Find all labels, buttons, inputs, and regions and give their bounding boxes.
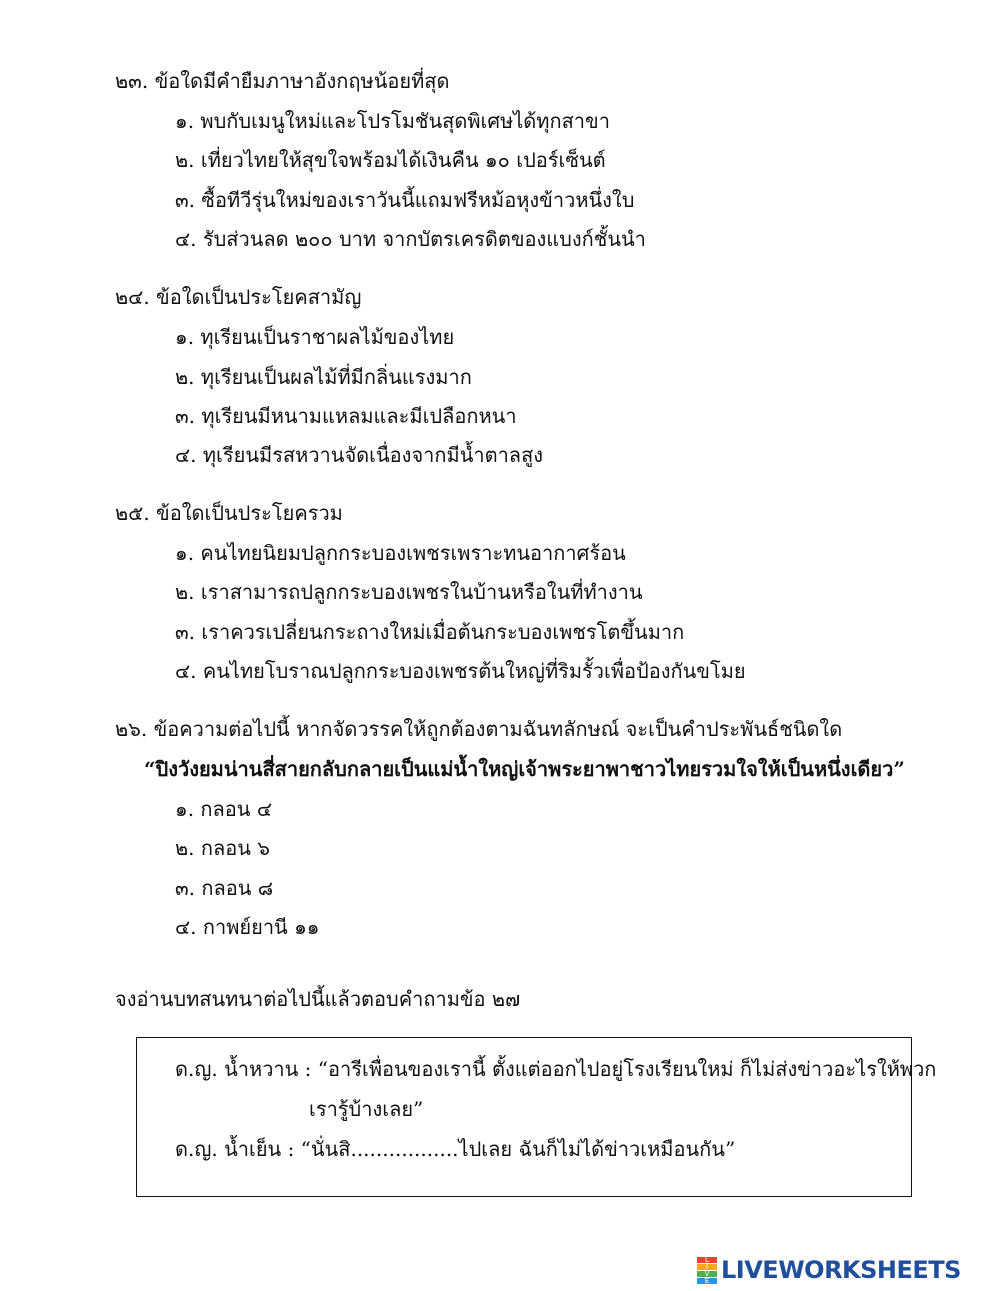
- dialog-box: [136, 1037, 937, 1197]
- q25-option-3: ๓. เราควรเปลี่ยนกระถางใหม่เมื่อต้นกระบองเพชรโตขึ้นมาก: [175, 620, 685, 644]
- q26-quote: “ปิงวังยมน่านสี่สายกลับกลายเป็นแม่น้ำใหญ่เจ้าพระยาพาชาวไทยรวมใจให้เป็นหนึ่งเดียว”: [144, 757, 905, 781]
- q26-option-3: ๓. กลอน ๘: [175, 876, 274, 900]
- liveworksheets-logo: [697, 1254, 961, 1286]
- q23-option-4: ๔. รับส่วนลด ๒๐๐ บาท จากบัตรเครดิตของแบงก์ชั้นนำ: [175, 227, 646, 251]
- q24-option-1: ๑. ทุเรียนเป็นราชาผลไม้ของไทย: [175, 325, 455, 349]
- q24-option-3: ๓. ทุเรียนมีหนามแหลมและมีเปลือกหนา: [175, 404, 517, 428]
- logo-text: LIVEWORKSHEETS: [721, 1256, 961, 1284]
- logo-cube-letter: E: [697, 1278, 717, 1284]
- question-24: ๒๔. ข้อใดเป็นประโยคสามัญ: [115, 285, 362, 309]
- dialog-line-1: ด.ญ. น้ำหวาน : “อารีเพื่อนของเรานี้ ตั้งแต่ออกไปอยู่โรงเรียนใหม่ ก็ไม่ส่งข่าวอะไรให้พวก: [175, 1057, 937, 1081]
- q23-option-2: ๒. เที่ยวไทยให้สุขใจพร้อมได้เงินคืน ๑๐ เปอร์เซ็นต์: [175, 148, 606, 172]
- dialog-line-2: ด.ญ. น้ำเย็น : “นั่นสิ.................ไปเลย ฉันก็ไม่ได้ข่าวเหมือนกัน”: [175, 1137, 736, 1161]
- logo-cube-letter: I: [697, 1264, 717, 1270]
- q25-option-2: ๒. เราสามารถปลูกกระบองเพชรในบ้านหรือในที่ทำงาน: [175, 580, 643, 604]
- q26-option-1: ๑. กลอน ๔: [175, 797, 272, 821]
- q26-option-2: ๒. กลอน ๖: [175, 836, 270, 860]
- dialog-line-1-cont: เรารู้บ้างเลย”: [309, 1097, 424, 1121]
- question-23: ๒๓. ข้อใดมีคำยืมภาษาอังกฤษน้อยที่สุด: [115, 69, 450, 93]
- question-26: ๒๖. ข้อความต่อไปนี้ หากจัดวรรคให้ถูกต้องตามฉันทลักษณ์ จะเป็นคำประพันธ์ชนิดใด: [115, 717, 843, 741]
- logo-cube-icon: [697, 1257, 717, 1283]
- q24-option-4: ๔. ทุเรียนมีรสหวานจัดเนื่องจากมีน้ำตาลสูง: [175, 443, 544, 467]
- q25-option-4: ๔. คนไทยโบราณปลูกกระบองเพชรต้นใหญ่ที่ริมรั้วเพื่อป้องกันขโมย: [175, 659, 746, 683]
- logo-cube-letter: L: [697, 1257, 717, 1263]
- logo-cube-letter: V: [697, 1271, 717, 1277]
- question-25: ๒๕. ข้อใดเป็นประโยครวม: [115, 501, 343, 525]
- q24-option-2: ๒. ทุเรียนเป็นผลไม้ที่มีกลิ่นแรงมาก: [175, 365, 472, 389]
- q23-option-3: ๓. ซื้อทีวีรุ่นใหม่ของเราวันนี้แถมฟรีหม้อหุงข้าวหนึ่งใบ: [175, 188, 635, 212]
- instruction-text: จงอ่านบทสนทนาต่อไปนี้แล้วตอบคำถามข้อ ๒๗: [115, 987, 521, 1011]
- q26-option-4: ๔. กาพย์ยานี ๑๑: [175, 915, 320, 939]
- q25-option-1: ๑. คนไทยนิยมปลูกกระบองเพชรเพราะทนอากาศร้อน: [175, 541, 626, 565]
- q23-option-1: ๑. พบกับเมนูใหม่และโปรโมชันสุดพิเศษได้ทุกสาขา: [175, 109, 610, 133]
